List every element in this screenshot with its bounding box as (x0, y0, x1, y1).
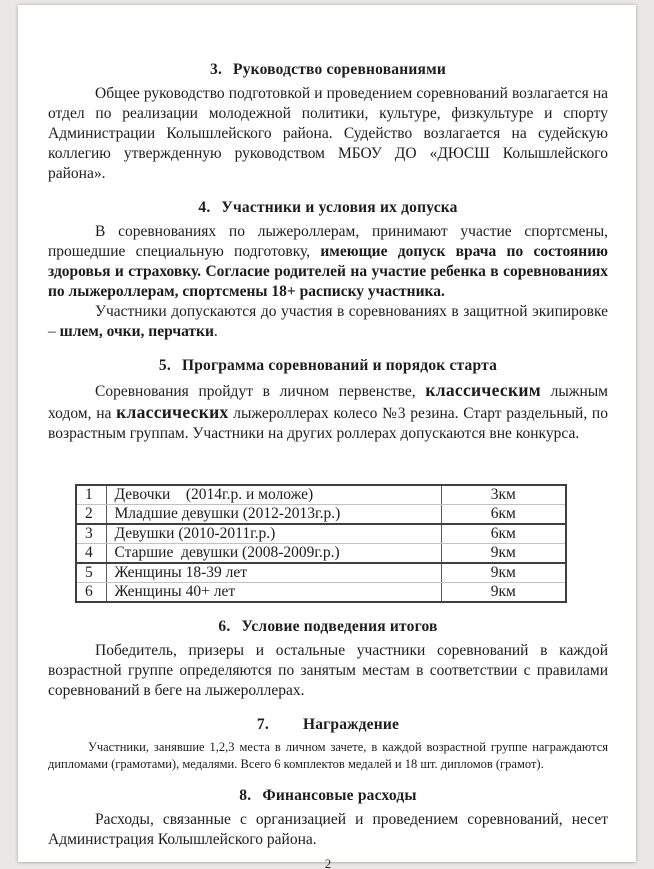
bold-text-run: классических (116, 402, 229, 422)
section-paragraph (48, 810, 608, 850)
row-number-cell: 2 (76, 505, 106, 525)
section-title: Участники и условия их допуска (221, 199, 458, 216)
age-groups-table (75, 484, 567, 603)
distance-cell: 6км (441, 505, 566, 525)
section-number: 8. (239, 787, 252, 804)
section-title: Программа соревнований и порядок старта (181, 357, 498, 374)
distance-cell: 3км (441, 485, 566, 505)
document-page (18, 5, 636, 869)
bold-text-run: классическим (425, 380, 541, 400)
section-paragraph (48, 302, 608, 342)
section-heading-5 (48, 357, 608, 375)
page-number: 2 (324, 856, 332, 869)
table-row (76, 524, 566, 544)
section-paragraph (48, 739, 608, 772)
text-run: Победитель, призеры и остальные участники соревнований в каждой возрастной группе определяются по занятым местам в соответствии с правилами соревнований в беге на лыжероллерах. (48, 642, 608, 699)
group-name-cell: Женщины 18-39 лет (106, 563, 441, 583)
text-run: Участники допускаются до участия в соревнованиях в защитной экипировке – (48, 303, 608, 340)
text-run: Соревнования пройдут в личном первенстве, (95, 383, 426, 400)
group-name-cell: Женщины 40+ лет (106, 583, 441, 603)
text-run: В соревнованиях по лыжероллерам, принимают участие спортсмены, прошедшие специальную подготовку, (48, 223, 608, 260)
section-title: Руководство соревнованиями (233, 61, 446, 78)
section-number: 7. (256, 716, 269, 733)
table-row (76, 485, 566, 505)
row-number-cell: 3 (76, 524, 106, 544)
age-groups-table-body (76, 485, 566, 602)
table-row (76, 505, 566, 525)
table-row (76, 583, 566, 603)
section-number: 6. (218, 618, 231, 635)
section-heading-6 (48, 618, 608, 636)
table-row (76, 563, 566, 583)
section-heading-7 (48, 716, 608, 734)
section-heading-4 (48, 199, 608, 217)
group-name-cell: Младшие девушки (2012-2013г.р.) (106, 505, 441, 525)
distance-cell: 9км (441, 544, 566, 564)
row-number-cell: 6 (76, 583, 106, 603)
text-run: лыжным ходом, на (48, 383, 608, 422)
section-title: Награждение (302, 716, 400, 733)
row-number-cell: 1 (76, 485, 106, 505)
text-run: лыжероллерах колесо №3 резина. Старт раздельный, по возрастным группам. Участники на других роллерах допускаются вне конкурса. (48, 405, 608, 442)
section-title: Финансовые расходы (262, 787, 417, 804)
distance-cell: 9км (441, 583, 566, 603)
distance-cell: 9км (441, 563, 566, 583)
group-name-cell: Девушки (2010-2011г.р.) (106, 524, 441, 544)
document-content (48, 61, 608, 850)
group-name-cell: Старшие девушки (2008-2009г.р.) (106, 544, 441, 564)
section-heading-8 (48, 787, 608, 805)
section-number: 4. (198, 199, 211, 216)
table-row (76, 544, 566, 564)
row-number-cell: 4 (76, 544, 106, 564)
section-paragraph (48, 641, 608, 701)
section-number: 3. (210, 61, 223, 78)
section-paragraph (48, 222, 608, 302)
text-run: Расходы, связанные с организацией и проведением соревнований, несет Администрация Колышлейского района. (48, 811, 608, 848)
text-run: Общее руководство подготовкой и проведением соревнований возлагается на отдел по реализации молодежной политики, культуре, физкультуре и спорту Администрации Колышлейского района. Судейство возлагается на судейскую коллегию утвержденную руководством МБОУ ДО «ДЮСШ Колышлейского района». (48, 85, 608, 182)
text-run: . (213, 323, 218, 340)
section-number: 5. (158, 357, 171, 374)
bold-text-run: шлем, очки, перчатки (59, 323, 214, 340)
bold-text-run: имеющие допуск врача по состоянию здоровья и страховку. Согласие родителей на участие ребенка в соревнованиях по лыжероллерам, спортсмены 18+ расписку участника. (48, 243, 608, 300)
distance-cell: 6км (441, 524, 566, 544)
section-paragraph (48, 84, 608, 184)
text-run: Участники, занявшие 1,2,3 места в личном зачете, в каждой возрастной группе награждаются дипломами (грамотами), медалями. Всего 6 комплектов медалей и 18 шт. дипломов (грамот). (48, 740, 608, 771)
section-title: Условие подведения итогов (241, 618, 438, 635)
section-paragraph (48, 380, 608, 444)
row-number-cell: 5 (76, 563, 106, 583)
group-name-cell: Девочки (2014г.р. и моложе) (106, 485, 441, 505)
section-heading-3 (48, 61, 608, 79)
